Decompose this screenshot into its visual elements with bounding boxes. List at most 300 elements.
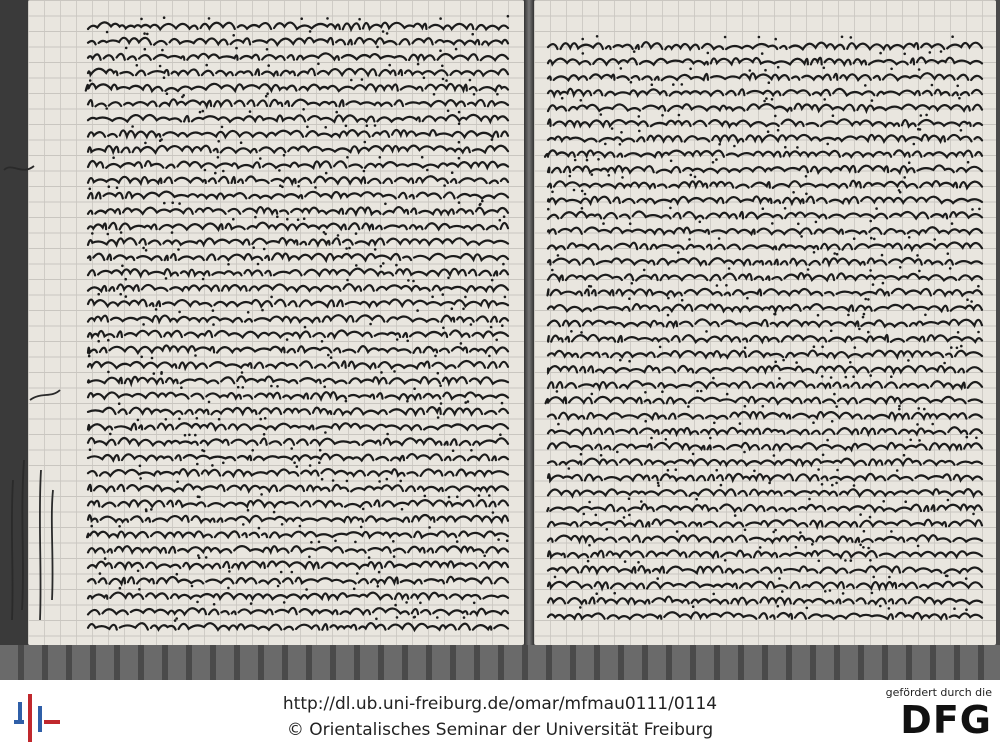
- diacritic-dot: [318, 541, 321, 544]
- diacritic-dot: [778, 577, 781, 580]
- diacritic-dot: [447, 110, 450, 113]
- diacritic-dot: [506, 539, 509, 542]
- diacritic-dot: [899, 266, 902, 269]
- diacritic-dot: [363, 170, 366, 173]
- diacritic-dot: [99, 572, 102, 575]
- diacritic-dot: [202, 110, 205, 113]
- diacritic-dot: [898, 408, 901, 411]
- diacritic-dot: [898, 405, 901, 408]
- diacritic-dot: [257, 263, 260, 266]
- diacritic-dot: [337, 234, 340, 237]
- diacritic-dot: [227, 587, 230, 590]
- diacritic-dot: [140, 18, 143, 21]
- handwritten-line: [548, 427, 982, 434]
- diacritic-dot: [249, 110, 252, 113]
- diacritic-dot: [258, 527, 261, 530]
- diacritic-dot: [867, 331, 870, 334]
- diacritic-dot: [448, 496, 451, 499]
- marginal-note: [0, 370, 70, 630]
- handwritten-line: [88, 53, 508, 60]
- diacritic-dot: [121, 265, 124, 268]
- diacritic-dot: [784, 207, 787, 210]
- diacritic-dot: [277, 585, 280, 588]
- diacritic-dot: [137, 419, 140, 422]
- handwritten-line: [545, 335, 982, 342]
- diacritic-dot: [180, 386, 183, 389]
- handwritten-line: [88, 315, 508, 322]
- diacritic-dot: [931, 84, 934, 87]
- diacritic-dot: [879, 52, 882, 55]
- diacritic-dot: [354, 541, 357, 544]
- diacritic-dot: [557, 254, 560, 257]
- diacritic-dot: [746, 297, 749, 300]
- diacritic-dot: [281, 523, 284, 526]
- diacritic-dot: [350, 79, 353, 82]
- diacritic-dot: [650, 437, 653, 440]
- diacritic-dot: [852, 375, 855, 378]
- diacritic-dot: [278, 169, 281, 172]
- diacritic-dot: [596, 35, 599, 38]
- diacritic-dot: [306, 126, 309, 129]
- handwritten-line: [87, 531, 508, 537]
- handwritten-line: [85, 392, 508, 399]
- diacritic-dot: [557, 423, 560, 426]
- diacritic-dot: [931, 423, 934, 426]
- diacritic-dot: [602, 222, 605, 225]
- diacritic-dot: [718, 143, 721, 146]
- diacritic-dot: [833, 252, 836, 255]
- diacritic-dot: [768, 482, 771, 485]
- diacritic-dot: [499, 219, 502, 222]
- diacritic-dot: [629, 222, 632, 225]
- handwritten-line: [548, 73, 982, 80]
- diacritic-dot: [105, 107, 108, 110]
- diacritic-dot: [264, 417, 267, 420]
- diacritic-dot: [869, 220, 872, 223]
- diacritic-dot: [208, 401, 211, 404]
- diacritic-dot: [304, 326, 307, 329]
- diacritic-dot: [392, 540, 395, 543]
- diacritic-dot: [140, 356, 143, 359]
- diacritic-dot: [591, 173, 594, 176]
- diacritic-dot: [965, 608, 968, 611]
- diacritic-dot: [327, 354, 330, 357]
- diacritic-dot: [551, 191, 554, 194]
- footer: [0, 680, 1000, 751]
- diacritic-dot: [826, 143, 829, 146]
- diacritic-dot: [440, 402, 443, 405]
- diacritic-dot: [882, 282, 885, 285]
- diacritic-dot: [953, 607, 956, 610]
- diacritic-dot: [163, 202, 166, 205]
- diacritic-dot: [975, 437, 978, 440]
- diacritic-dot: [817, 468, 820, 471]
- diacritic-dot: [174, 619, 177, 622]
- diacritic-dot: [869, 374, 872, 377]
- diacritic-dot: [633, 50, 636, 53]
- handwritten-line: [88, 577, 508, 584]
- diacritic-dot: [817, 314, 820, 317]
- diacritic-dot: [218, 418, 221, 421]
- diacritic-dot: [620, 131, 623, 134]
- handwritten-line: [548, 104, 982, 111]
- diacritic-dot: [439, 384, 442, 387]
- diacritic-dot: [888, 607, 891, 610]
- diacritic-dot: [463, 616, 466, 619]
- diacritic-dot: [378, 480, 381, 483]
- diacritic-dot: [488, 494, 491, 497]
- diacritic-dot: [718, 237, 721, 240]
- diacritic-dot: [909, 439, 912, 442]
- diacritic-dot: [296, 465, 299, 468]
- diacritic-dot: [958, 97, 961, 100]
- handwritten-line: [545, 489, 982, 496]
- diacritic-dot: [694, 176, 697, 179]
- diacritic-dot: [907, 359, 910, 362]
- diacritic-dot: [879, 605, 882, 608]
- diacritic-dot: [873, 238, 876, 241]
- diacritic-dot: [118, 525, 121, 528]
- diacritic-dot: [213, 603, 216, 606]
- diacritic-dot: [966, 298, 969, 301]
- diacritic-dot: [201, 449, 204, 452]
- handwritten-line: [88, 38, 508, 45]
- diacritic-dot: [651, 83, 654, 86]
- diacritic-dot: [321, 340, 324, 343]
- diacritic-dot: [270, 385, 273, 388]
- diacritic-dot: [800, 235, 803, 238]
- handwritten-line: [88, 192, 508, 199]
- diacritic-dot: [744, 529, 747, 532]
- diacritic-dot: [107, 371, 110, 374]
- diacritic-dot: [208, 17, 211, 20]
- diacritic-dot: [496, 93, 499, 96]
- diacritic-dot: [821, 375, 824, 378]
- diacritic-dot: [739, 422, 742, 425]
- diacritic-dot: [890, 375, 893, 378]
- diacritic-dot: [417, 63, 420, 66]
- handwritten-line: [85, 146, 508, 153]
- diacritic-dot: [631, 282, 634, 285]
- handwritten-line: [545, 535, 982, 542]
- diacritic-dot: [859, 544, 862, 547]
- diacritic-dot: [194, 354, 197, 357]
- diacritic-dot: [137, 570, 140, 573]
- diacritic-dot: [441, 65, 444, 68]
- diacritic-dot: [630, 81, 633, 84]
- diacritic-dot: [681, 299, 684, 302]
- diacritic-dot: [165, 277, 168, 280]
- diacritic-dot: [458, 111, 461, 114]
- diacritic-dot: [777, 605, 780, 608]
- diacritic-dot: [950, 346, 953, 349]
- diacritic-dot: [724, 559, 727, 562]
- diacritic-dot: [675, 468, 678, 471]
- handwritten-line: [88, 561, 508, 568]
- diacritic-dot: [317, 63, 320, 66]
- diacritic-dot: [580, 99, 583, 102]
- diacritic-dot: [458, 123, 461, 126]
- diacritic-dot: [815, 221, 818, 224]
- diacritic-dot: [188, 434, 191, 437]
- diacritic-dot: [326, 17, 329, 20]
- diacritic-dot: [774, 38, 777, 41]
- diacritic-dot: [455, 48, 458, 51]
- diacritic-dot: [297, 185, 300, 188]
- handwritten-line: [545, 211, 982, 218]
- handwritten-line: [88, 376, 508, 383]
- diacritic-dot: [672, 83, 675, 86]
- diacritic-dot: [346, 480, 349, 483]
- document-url[interactable]: http://dl.ub.uni-freiburg.de/omar/mfmau0111/0114: [282, 694, 718, 714]
- diacritic-dot: [202, 278, 205, 281]
- diacritic-dot: [863, 530, 866, 533]
- diacritic-dot: [163, 76, 166, 79]
- diacritic-dot: [491, 138, 494, 141]
- diacritic-dot: [765, 97, 768, 100]
- diacritic-dot: [252, 246, 255, 249]
- diacritic-dot: [309, 464, 312, 467]
- diacritic-dot: [503, 215, 506, 218]
- diacritic-dot: [178, 418, 181, 421]
- diacritic-dot: [124, 278, 127, 281]
- diacritic-dot: [759, 546, 762, 549]
- handwritten-line: [548, 474, 982, 481]
- diacritic-dot: [689, 68, 692, 71]
- diacritic-dot: [869, 559, 872, 562]
- diacritic-dot: [310, 541, 313, 544]
- diacritic-dot: [151, 357, 154, 360]
- diacritic-dot: [139, 477, 142, 480]
- diacritic-dot: [869, 269, 872, 272]
- diacritic-dot: [667, 314, 670, 317]
- handwritten-line: [548, 242, 982, 249]
- diacritic-dot: [469, 79, 472, 82]
- diacritic-dot: [279, 184, 282, 187]
- diacritic-dot: [431, 296, 434, 299]
- diacritic-dot: [205, 556, 208, 559]
- diacritic-dot: [917, 545, 920, 548]
- diacritic-dot: [947, 499, 950, 502]
- diacritic-dot: [692, 605, 695, 608]
- diacritic-dot: [89, 188, 92, 191]
- diacritic-dot: [888, 576, 891, 579]
- diacritic-dot: [291, 571, 294, 574]
- diacritic-dot: [774, 313, 777, 316]
- diacritic-dot: [197, 554, 200, 557]
- diacritic-dot: [628, 514, 631, 517]
- diacritic-dot: [933, 238, 936, 241]
- diacritic-dot: [260, 493, 263, 496]
- diacritic-dot: [715, 158, 718, 161]
- handwritten-line: [88, 546, 508, 553]
- diacritic-dot: [153, 372, 156, 375]
- diacritic-dot: [178, 202, 181, 205]
- diacritic-dot: [665, 438, 668, 441]
- diacritic-dot: [119, 293, 122, 296]
- diacritic-dot: [867, 298, 870, 301]
- diacritic-dot: [551, 269, 554, 272]
- diacritic-dot: [382, 262, 385, 265]
- diacritic-dot: [826, 439, 829, 442]
- diacritic-dot: [850, 36, 853, 39]
- handwritten-line: [545, 273, 982, 280]
- diacritic-dot: [767, 130, 770, 133]
- diacritic-dot: [388, 64, 391, 67]
- diacritic-dot: [382, 30, 385, 33]
- diacritic-dot: [808, 498, 811, 501]
- diacritic-dot: [813, 345, 816, 348]
- diacritic-dot: [656, 577, 659, 580]
- handwritten-line: [88, 22, 508, 29]
- diacritic-dot: [862, 546, 865, 549]
- handwritten-line: [85, 161, 508, 168]
- diacritic-dot: [687, 405, 690, 408]
- diacritic-dot: [579, 606, 582, 609]
- diacritic-dot: [428, 526, 431, 529]
- diacritic-dot: [716, 284, 719, 287]
- diacritic-dot: [434, 355, 437, 358]
- diacritic-dot: [395, 264, 398, 267]
- diacritic-dot: [458, 157, 461, 160]
- diacritic-dot: [406, 340, 409, 343]
- diacritic-dot: [396, 616, 399, 619]
- diacritic-dot: [142, 247, 145, 250]
- diacritic-dot: [611, 127, 614, 130]
- diacritic-dot: [144, 48, 147, 51]
- diacritic-dot: [159, 139, 162, 142]
- diacritic-dot: [145, 510, 148, 513]
- diacritic-dot: [638, 115, 641, 118]
- diacritic-dot: [267, 64, 270, 67]
- diacritic-dot: [726, 393, 729, 396]
- diacritic-dot: [293, 461, 296, 464]
- handwritten-line: [548, 412, 982, 419]
- diacritic-dot: [261, 309, 264, 312]
- diacritic-dot: [107, 233, 110, 236]
- handwritten-line: [548, 566, 982, 573]
- diacritic-dot: [442, 327, 445, 330]
- handwriting-right: [534, 0, 996, 645]
- diacritic-dot: [725, 284, 728, 287]
- diacritic-dot: [356, 572, 359, 575]
- diacritic-dot: [481, 200, 484, 203]
- diacritic-dot: [88, 355, 91, 358]
- diacritic-dot: [136, 64, 139, 67]
- diacritic-dot: [443, 184, 446, 187]
- diacritic-dot: [416, 309, 419, 312]
- diacritic-dot: [309, 30, 312, 33]
- diacritic-dot: [412, 280, 415, 283]
- diacritic-dot: [768, 81, 771, 84]
- diacritic-dot: [146, 33, 149, 36]
- diacritic-dot: [283, 154, 286, 157]
- diacritic-dot: [439, 17, 442, 20]
- diacritic-dot: [325, 172, 328, 175]
- diacritic-dot: [499, 433, 502, 436]
- diacritic-dot: [221, 126, 224, 129]
- handwritten-line: [548, 227, 982, 234]
- diacritic-dot: [303, 217, 306, 220]
- diacritic-dot: [175, 617, 178, 620]
- diacritic-dot: [235, 47, 238, 50]
- diacritic-dot: [709, 437, 712, 440]
- diacritic-dot: [835, 405, 838, 408]
- diacritic-dot: [251, 449, 254, 452]
- diacritic-dot: [125, 47, 128, 50]
- handwritten-line: [545, 381, 982, 388]
- diacritic-dot: [107, 339, 110, 342]
- diacritic-dot: [237, 386, 240, 389]
- diacritic-dot: [308, 556, 311, 559]
- diacritic-dot: [616, 451, 619, 454]
- diacritic-dot: [587, 560, 590, 563]
- diacritic-dot: [423, 77, 426, 80]
- diacritic-dot: [628, 360, 631, 363]
- diacritic-dot: [112, 156, 115, 159]
- diacritic-dot: [490, 326, 493, 329]
- diacritic-dot: [89, 448, 92, 451]
- diacritic-dot: [228, 570, 231, 573]
- diacritic-dot: [613, 592, 616, 595]
- diacritic-dot: [205, 64, 208, 67]
- diacritic-dot: [376, 46, 379, 49]
- diacritic-dot: [811, 543, 814, 546]
- diacritic-dot: [667, 469, 670, 472]
- diacritic-dot: [854, 346, 857, 349]
- diacritic-dot: [413, 616, 416, 619]
- diacritic-dot: [806, 607, 809, 610]
- diacritic-dot: [799, 531, 802, 534]
- diacritic-dot: [923, 408, 926, 411]
- diacritic-dot: [669, 207, 672, 210]
- diacritic-dot: [845, 376, 848, 379]
- diacritic-dot: [501, 402, 504, 405]
- diacritic-dot: [470, 449, 473, 452]
- diacritic-dot: [778, 377, 781, 380]
- handwritten-line: [88, 223, 508, 230]
- diacritic-dot: [823, 67, 826, 70]
- diacritic-dot: [823, 98, 826, 101]
- diacritic-dot: [171, 231, 174, 234]
- diacritic-dot: [836, 253, 839, 256]
- diacritic-dot: [386, 433, 389, 436]
- diacritic-dot: [273, 511, 276, 514]
- diacritic-dot: [355, 264, 358, 267]
- diacritic-dot: [346, 279, 349, 282]
- diacritic-dot: [222, 170, 225, 173]
- diacritic-dot: [600, 454, 603, 457]
- diacritic-dot: [758, 36, 761, 39]
- diacritic-dot: [977, 331, 980, 334]
- diacritic-dot: [929, 51, 932, 54]
- dfg-logo-icon: [880, 686, 992, 746]
- diacritic-dot: [286, 218, 289, 221]
- diacritic-dot: [949, 267, 952, 270]
- handwritten-line: [85, 423, 508, 430]
- diacritic-dot: [771, 98, 774, 101]
- diacritic-dot: [464, 401, 467, 404]
- diacritic-dot: [608, 174, 611, 177]
- diacritic-dot: [204, 169, 207, 172]
- diacritic-dot: [501, 324, 504, 327]
- diacritic-dot: [144, 142, 147, 145]
- handwritten-line: [548, 351, 982, 358]
- diacritic-dot: [918, 68, 921, 71]
- diacritic-dot: [573, 189, 576, 192]
- diacritic-dot: [259, 157, 262, 160]
- diacritic-dot: [108, 185, 111, 188]
